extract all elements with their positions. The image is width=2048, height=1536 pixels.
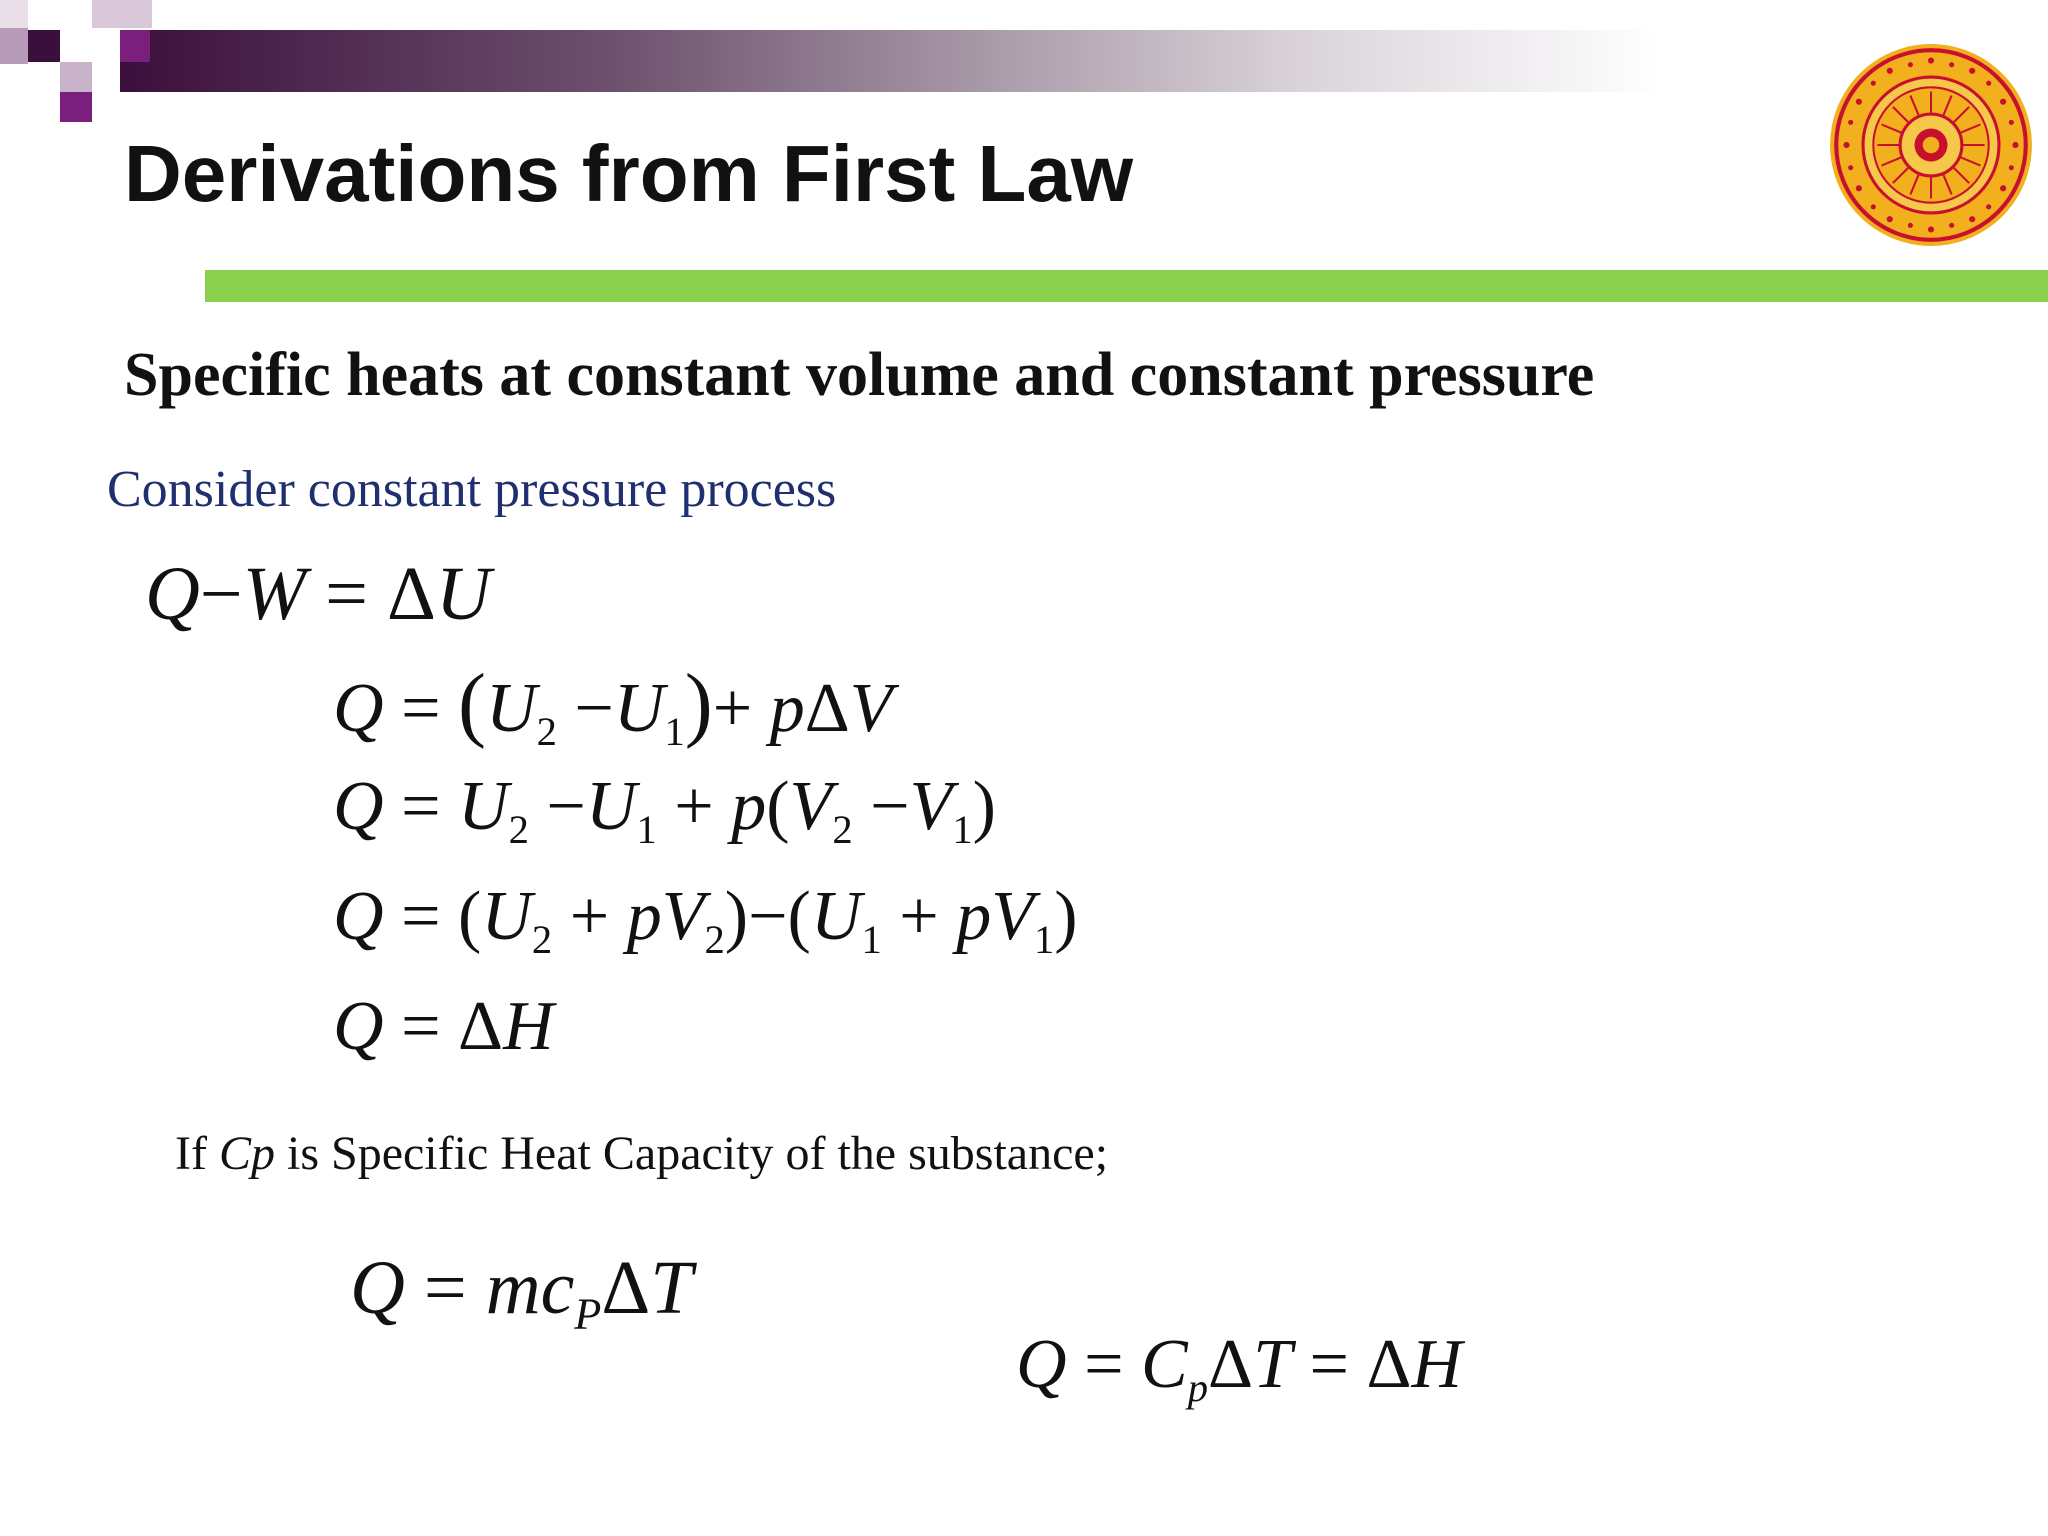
header-gradient-band (120, 30, 2048, 92)
equation-mass-specific-heat: $Q = mc_P\Delta T$ (350, 1246, 693, 1339)
equation-heat-expansion-1: $Q = (U_2 -U_1)+ p\Delta V$ (333, 657, 893, 755)
header-square (120, 30, 150, 62)
note-suffix: is Specific Heat Capacity of the substance; (274, 1127, 1109, 1180)
slide-subtitle: Specific heats at constant volume and constant pressure (124, 341, 1595, 409)
header-square (92, 0, 152, 28)
university-seal-logo (1828, 42, 2034, 248)
equation-first-law: Q−W = ΔU (145, 552, 491, 636)
equation-heat-expansion-3: $Q = (U_2 + pV_2)-(U_1 + pV_1)$ (333, 878, 1078, 963)
header-square (28, 62, 60, 92)
note-symbol: Cp (218, 1127, 275, 1180)
header-square (60, 0, 88, 30)
slide-title: Derivations from First Law (124, 129, 1134, 218)
header-square (0, 28, 28, 64)
header-square (28, 30, 60, 62)
header-square (92, 28, 120, 62)
intro-text: Consider constant pressure process (107, 461, 837, 518)
header-square (60, 92, 92, 122)
equation-heat-capacity: $Q = C_p\Delta T = \Delta H$ (1016, 1326, 1463, 1411)
equation-heat-expansion-2: $Q = U_2 -U_1 + p(V_2 -V_1)$ (333, 768, 996, 853)
equation-heat-enthalpy: Q = ΔH (333, 988, 554, 1065)
note-prefix: If (175, 1127, 219, 1180)
title-accent-bar (205, 270, 2048, 302)
header-square (0, 0, 28, 28)
header-square (60, 62, 92, 92)
specific-heat-note (175, 1126, 1108, 1181)
